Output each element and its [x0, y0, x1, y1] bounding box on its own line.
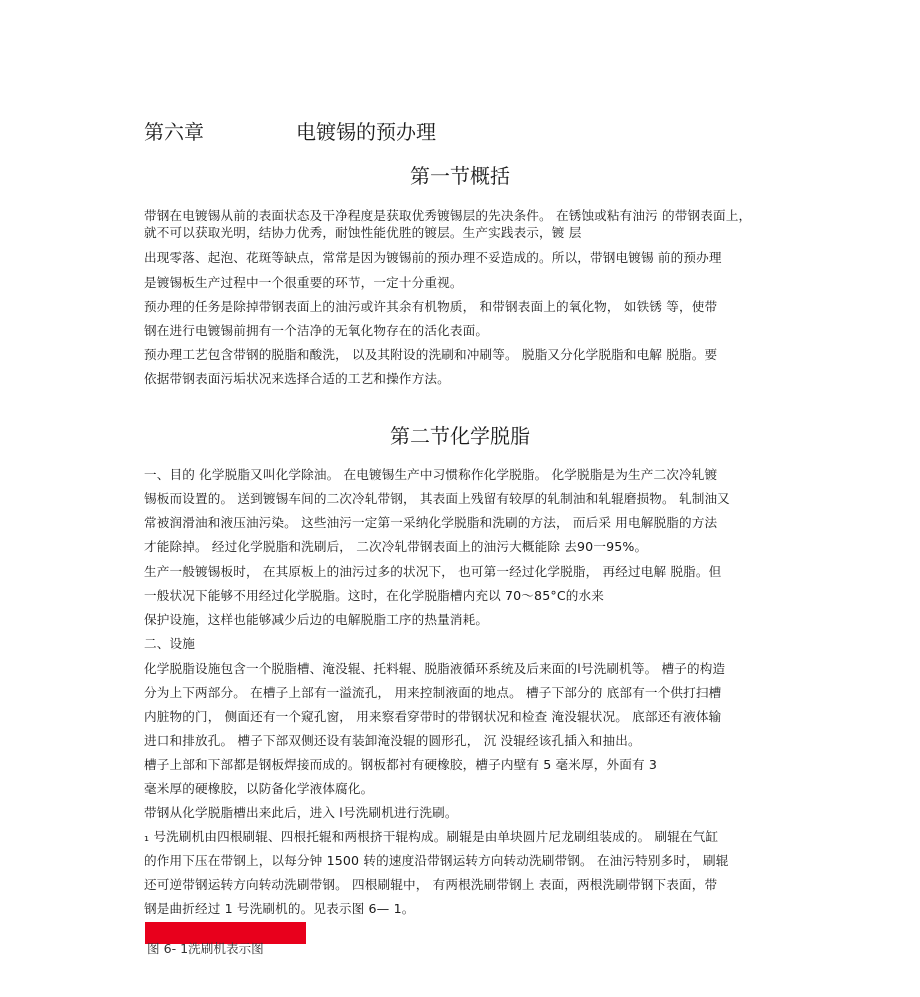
paragraph-line: 化学脱脂设施包含一个脱脂槽、淹没辊、托料辊、脱脂液循环系统及后来面的l号洗刷机等。 槽子的构造: [144, 661, 726, 676]
paragraph-line: 锡板而设置的。 送到镀锡车间的二次冷轧带钢， 其表面上残留有较厚的轧制油和轧辊磨损物。 轧制油又: [144, 491, 730, 506]
chapter-title: 电镀锡的预办理: [296, 120, 436, 144]
paragraph-line: 是镀锡板生产过程中一个很重要的环节，一定十分重视。: [144, 275, 463, 290]
paragraph-line: 预办理工艺包含带钢的脱脂和酸洗， 以及其附设的洗刷和冲刷等。 脱脂又分化学脱脂和电解 脱脂。要: [144, 347, 718, 362]
paragraph-line: 钢是曲折经过 1 号洗刷机的。见表示图 6— 1。: [144, 901, 415, 916]
paragraph-line: 一、目的 化学脱脂又叫化学除油。 在电镀锡生产中习惯称作化学脱脂。 化学脱脂是为生产二次冷轧镀: [144, 467, 718, 482]
paragraph-line: 槽子上部和下部都是钢板焊接而成的。钢板都衬有硬橡胶，槽子内壁有 5 毫米厚，外面有 3: [144, 757, 658, 772]
paragraph-line: 就不可以获取光明，结协力优秀，耐蚀性能优胜的镀层。生产实践表示，镀 层: [144, 225, 582, 240]
paragraph-line: 内脏物的门， 侧面还有一个窥孔窗， 用来察看穿带时的带钢状况和检查 淹没辊状况。 底部还有液体输: [144, 709, 722, 724]
subheading-equipment: 二、设施: [144, 636, 195, 651]
paragraph-line: 保护设施，这样也能够减少后边的电解脱脂工序的热量消耗。: [144, 612, 489, 627]
paragraph-line: 生产一般镀锡板时， 在其原板上的油污过多的状况下， 也可第一经过化学脱脂， 再经过电解 脱脂。但: [144, 564, 722, 579]
paragraph-line: 预办理的任务是除掉带钢表面上的油污或许其余有机物质， 和带钢表面上的氧化物， 如铁锈 等，使带: [144, 299, 718, 314]
figure-caption: 图 6- 1洗刷机表示图: [147, 941, 264, 956]
paragraph-line: 常被润滑油和液压油污染。 这些油污一定第一采纳化学脱脂和洗刷的方法， 而后采 用电解脱脂的方法: [144, 515, 718, 530]
paragraph-line: 还可逆带钢运转方向转动洗刷带钢。 四根刷辊中， 有两根洗刷带钢上 表面，两根洗刷带钢下表面，带: [144, 877, 718, 892]
paragraph-line: 分为上下两部分。 在槽子上部有一溢流孔， 用来控制液面的地点。 槽子下部分的 底部有一个供打扫槽: [144, 685, 722, 700]
paragraph-line: 毫米厚的硬橡胶，以防备化学液体腐化。: [144, 781, 374, 796]
paragraph-line: 依据带钢表面污垢状况来选择合适的工艺和操作方法。: [144, 371, 450, 386]
paragraph-line: 钢在进行电镀锡前拥有一个洁净的无氧化物存在的活化表面。: [144, 323, 489, 338]
section-title-chemical-degreasing: 第二节化学脱脂: [390, 424, 530, 448]
paragraph-line: ₁ 号洗刷机由四根刷辊、四根托辊和两根挤干辊构成。刷辊是由单块圆片尼龙刷组装成的。 刷辊在气缸: [144, 829, 719, 844]
paragraph-line: 的作用下压在带钢上，以每分钟 1500 转的速度沿带钢运转方向转动洗刷带钢。 在油污特别多时， 刷辊: [144, 853, 729, 868]
paragraph-line: 带钢在电镀锡从前的表面状态及干净程度是获取优秀镀锡层的先决条件。 在锈蚀或粘有油污 的带钢表面上，: [144, 208, 752, 223]
paragraph-line: 进口和排放孔。 槽子下部双侧还设有装卸淹没辊的圆形孔， 沉 没辊经该孔插入和抽出。: [144, 733, 641, 748]
section-title-overview: 第一节概括: [410, 164, 510, 188]
paragraph-line: 带钢从化学脱脂槽出来此后，进入 l号洗刷机进行洗刷。: [144, 805, 458, 820]
paragraph-line: 才能除掉。 经过化学脱脂和洗刷后， 二次冷轧带钢表面上的油污大概能除 去90一95%。: [144, 539, 648, 554]
paragraph-line: 出现零落、起泡、花斑等缺点，常常是因为镀锡前的预办理不妥造成的。所以，带钢电镀锡 前的预办理: [144, 250, 722, 265]
chapter-label: 第六章: [144, 120, 204, 144]
paragraph-line: 一般状况下能够不用经过化学脱脂。这时，在化学脱脂槽内充以 70～85°C的水来: [144, 588, 604, 603]
chapter-heading: [144, 116, 436, 145]
